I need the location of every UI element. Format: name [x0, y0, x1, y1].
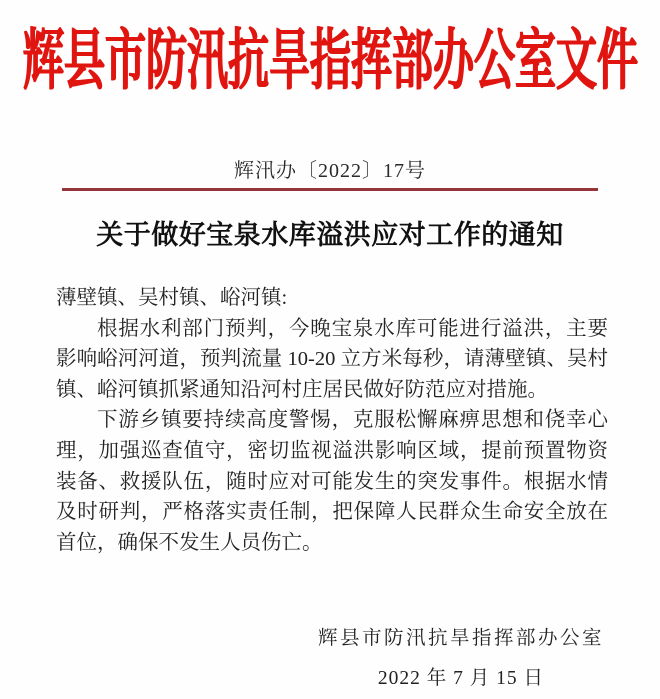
body-paragraph-1: 根据水利部门预判，今晚宝泉水库可能进行溢洪，主要影响峪河河道，预判流量 10-20 立方米每秒，请薄壁镇、吴村镇、峪河镇抓紧通知沿河村庄居民做好防范应对措施。 — [56, 317, 608, 401]
body-paragraph-2: 下游乡镇要持续高度警惕，克服松懈麻痹思想和侥幸心理，加强巡查值守，密切监视溢洪影响区域，提前预置物资装备、救援队伍，随时应对可能发生的突发事件。根据水情及时研判，严格落实责任制，把保障人民群众生命安全放在首位，确保不发生人员伤亡。 — [56, 409, 608, 554]
red-divider-rule — [62, 188, 598, 191]
salutation-line: 薄壁镇、吴村镇、峪河镇: — [56, 287, 288, 309]
signature-block — [318, 622, 604, 690]
letterhead — [0, 6, 660, 102]
issue-date: 2022 年 7 月 15 日 — [377, 668, 545, 689]
document-title: 关于做好宝泉水库溢洪应对工作的通知 — [96, 220, 564, 250]
document-number: 辉汛办〔2022〕17号 — [234, 160, 426, 182]
issuing-office-signature: 辉县市防汛抗旱指挥部办公室 — [317, 628, 604, 649]
letterhead-title: 辉县市防汛抗旱指挥部办公室文件 — [22, 22, 638, 97]
document-body — [56, 283, 608, 558]
